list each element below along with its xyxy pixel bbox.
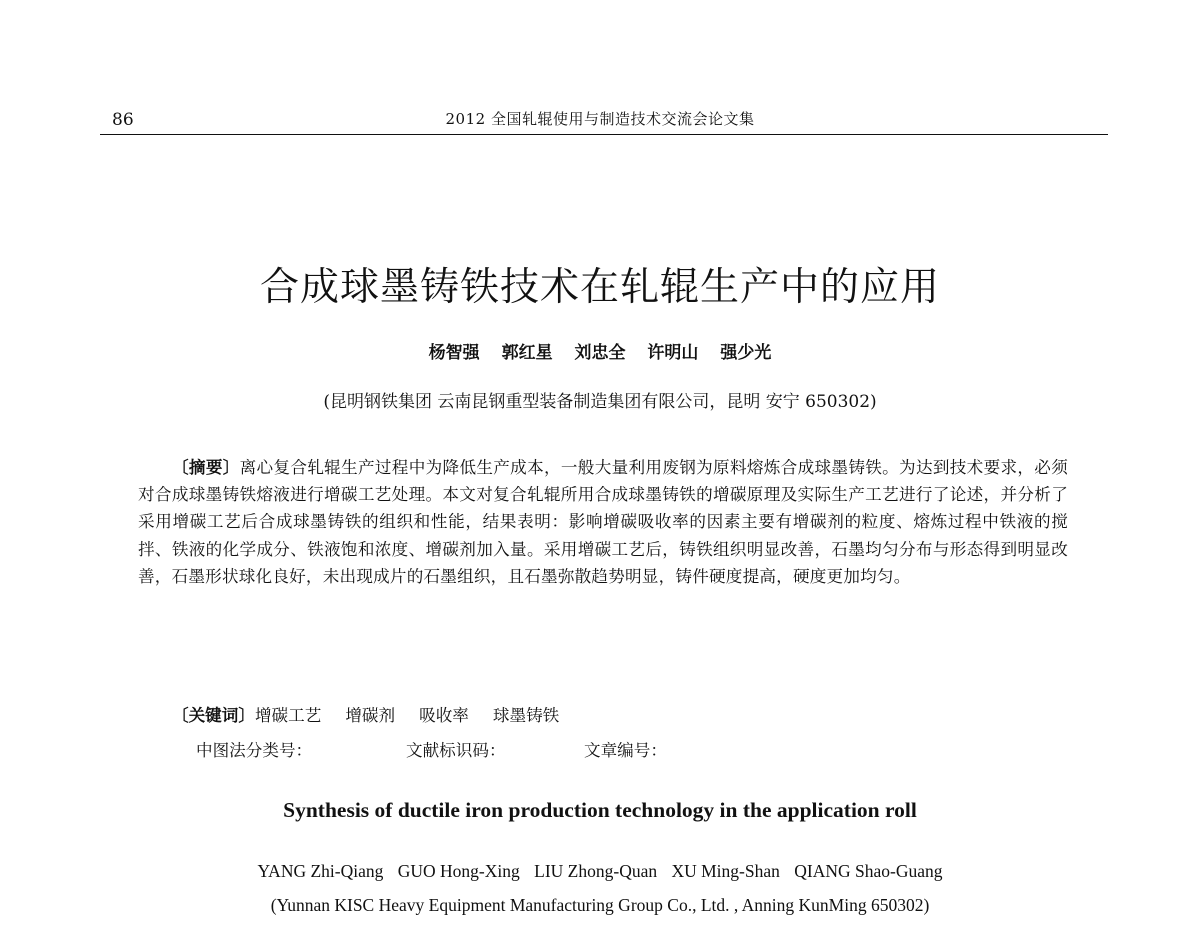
abstract bbox=[138, 454, 1068, 590]
paper-title-cn: 合成球墨铸铁技术在轧辊生产中的应用 bbox=[259, 265, 940, 310]
keywords-label: 〔关键词〕 bbox=[172, 706, 255, 725]
abstract-label: 〔摘要〕 bbox=[172, 458, 240, 477]
running-title: 2012 全国轧辊使用与制造技术交流会论文集 bbox=[445, 110, 755, 128]
clc-label: 中图法分类号： bbox=[196, 741, 313, 760]
header-rule bbox=[100, 134, 1108, 135]
author-cn: 强少光 bbox=[720, 343, 772, 363]
author-en: GUO Hong-Xing bbox=[397, 861, 520, 881]
affiliation-cn: (昆明钢铁集团 云南昆钢重型装备制造集团有限公司，昆明 安宁 650302) bbox=[323, 392, 877, 412]
keyword: 增碳剂 bbox=[345, 706, 396, 725]
abstract-text: 离心复合轧辊生产过程中为降低生产成本，一般大量利用废钢为原料熔炼合成球墨铸铁。为达到技术要求，必须对合成球墨铸铁熔液进行增碳工艺处理。本文对复合轧辊所用合成球墨铸铁的增碳原理及实际生产工艺进行了论述，并分析了采用增碳工艺后合成球墨铸铁的组织和性能，结果表明：影响增碳吸收率的因素主要有增碳剂的粒度、熔炼过程中铁液的搅拌、铁液的化学成分、铁液饱和浓度、增碳剂加入量。采用增碳工艺后，铸铁组织明显改善，石墨均匀分布与形态得到明显改善，石墨形状球化良好，未出现成片的石墨组织，且石墨弥散趋势明显，铸件硬度提高，硬度更加均匀。 bbox=[138, 458, 1068, 586]
keywords bbox=[172, 702, 583, 726]
author-cn: 郭红星 bbox=[501, 343, 553, 363]
authors-cn bbox=[0, 338, 1200, 363]
page-number: 86 bbox=[112, 110, 134, 130]
paper-title-en: Synthesis of ductile iron production technology in the application roll bbox=[283, 798, 917, 822]
author-cn: 杨智强 bbox=[428, 343, 480, 363]
article-no-label: 文章编号： bbox=[584, 741, 667, 760]
keyword: 球墨铸铁 bbox=[492, 706, 560, 725]
classification-line bbox=[196, 737, 667, 761]
author-en: XU Ming-Shan bbox=[671, 861, 780, 881]
authors-en bbox=[0, 861, 1200, 882]
doc-code-label: 文献标识码： bbox=[406, 741, 506, 760]
keyword: 吸收率 bbox=[419, 706, 469, 725]
author-cn: 许明山 bbox=[647, 343, 699, 363]
keyword: 增碳工艺 bbox=[254, 706, 322, 725]
author-en: QIANG Shao-Guang bbox=[794, 861, 943, 881]
author-en: LIU Zhong-Quan bbox=[534, 861, 658, 881]
author-en: YANG Zhi-Qiang bbox=[257, 861, 384, 881]
affiliation-en: (Yunnan KISC Heavy Equipment Manufacturing Group Co., Ltd. , Anning KunMing 650302) bbox=[270, 895, 930, 915]
author-cn: 刘忠全 bbox=[574, 343, 626, 363]
